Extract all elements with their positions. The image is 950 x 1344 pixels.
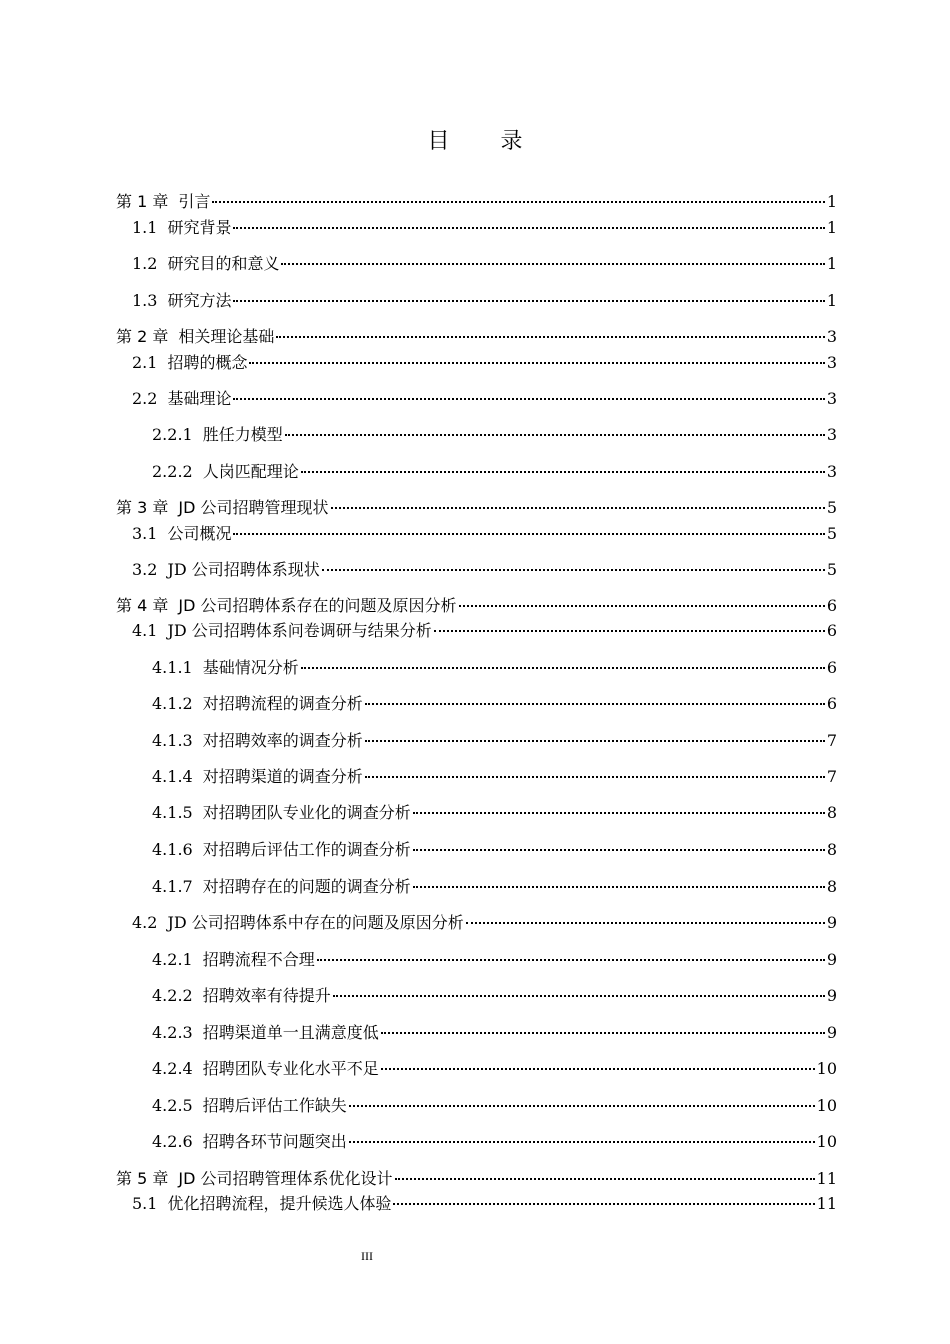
toc-dot-leader bbox=[459, 605, 825, 607]
toc-entry-title bbox=[132, 252, 279, 276]
toc-entry-number: 4.1.6 bbox=[152, 840, 193, 859]
toc-dot-leader bbox=[365, 776, 825, 778]
toc-entry-title bbox=[152, 838, 411, 862]
toc-entry[interactable] bbox=[116, 1094, 837, 1118]
toc-entry-number: 2.2 bbox=[132, 389, 158, 408]
toc-entry-number: 4.1.5 bbox=[152, 803, 193, 822]
toc-entry-page: 6 bbox=[826, 621, 837, 640]
toc-entry-page: 6 bbox=[826, 694, 837, 713]
toc-entry[interactable] bbox=[116, 619, 837, 643]
toc-entry-number: 4.2.5 bbox=[152, 1096, 193, 1115]
toc-entry-page: 3 bbox=[826, 425, 837, 444]
toc-entry-label: JD 公司招聘管理现状 bbox=[178, 498, 329, 517]
toc-dot-leader bbox=[301, 667, 825, 669]
toc-entry[interactable] bbox=[116, 496, 837, 520]
toc-entry-number: 1.3 bbox=[132, 291, 158, 310]
toc-entry-label: 招聘流程不合理 bbox=[202, 950, 315, 969]
toc-entry-number: 1.2 bbox=[132, 254, 158, 273]
toc-entry-title bbox=[132, 216, 231, 240]
toc-entry-page: 5 bbox=[826, 498, 837, 517]
toc-entry-label: JD 公司招聘体系现状 bbox=[167, 560, 320, 579]
toc-dot-leader bbox=[212, 201, 824, 203]
toc-entry-page: 9 bbox=[826, 1023, 837, 1042]
toc-dot-leader bbox=[233, 227, 824, 229]
toc-entry[interactable] bbox=[116, 838, 837, 862]
toc-entry-page: 8 bbox=[826, 877, 837, 896]
toc-dot-leader bbox=[413, 812, 825, 814]
toc-entry[interactable] bbox=[116, 558, 837, 582]
toc-entry-label: 相关理论基础 bbox=[178, 327, 275, 346]
toc-entry-title bbox=[152, 875, 411, 899]
toc-entry-title bbox=[116, 325, 274, 349]
toc-entry-number: 第 4 章 bbox=[116, 596, 169, 615]
toc-entry-label: 对招聘存在的问题的调查分析 bbox=[202, 877, 411, 896]
toc-entry-page: 8 bbox=[826, 803, 837, 822]
toc-entry-label: JD 公司招聘体系中存在的问题及原因分析 bbox=[167, 913, 464, 932]
toc-entry[interactable] bbox=[116, 325, 837, 349]
toc-entry[interactable] bbox=[116, 252, 837, 276]
toc-entry[interactable] bbox=[116, 729, 837, 753]
toc-entry-label: 研究背景 bbox=[167, 218, 232, 237]
toc-entry-label: 招聘效率有待提升 bbox=[202, 986, 331, 1005]
toc-entry-title bbox=[152, 801, 411, 825]
toc-dot-leader bbox=[365, 703, 825, 705]
toc-dot-leader bbox=[381, 1068, 815, 1070]
page-title: 目 录 bbox=[427, 129, 545, 154]
toc-entry-title bbox=[132, 289, 231, 313]
toc-entry[interactable] bbox=[116, 692, 837, 716]
toc-entry-title bbox=[132, 1192, 391, 1216]
toc-entry-page: 3 bbox=[826, 353, 837, 372]
toc-entry-number: 第 3 章 bbox=[116, 498, 169, 517]
toc-entry-title bbox=[132, 522, 231, 546]
toc-entry-title bbox=[152, 656, 299, 680]
toc-entry-number: 第 1 章 bbox=[116, 192, 169, 211]
toc-dot-leader bbox=[233, 300, 824, 302]
toc-entry-number: 5.1 bbox=[132, 1194, 158, 1213]
toc-entry-page: 3 bbox=[826, 389, 837, 408]
toc-entry-page: 10 bbox=[816, 1096, 837, 1115]
toc-entry[interactable] bbox=[116, 289, 837, 313]
toc-entry[interactable] bbox=[116, 1057, 837, 1081]
toc-entry[interactable] bbox=[116, 460, 837, 484]
toc-entry-page: 6 bbox=[826, 658, 837, 677]
toc-entry-label: 胜任力模型 bbox=[202, 425, 283, 444]
toc-entry-label: 研究目的和意义 bbox=[167, 254, 280, 273]
toc-entry-number: 2.1 bbox=[132, 353, 158, 372]
toc-entry[interactable] bbox=[116, 1130, 837, 1154]
toc-entry-page: 11 bbox=[816, 1169, 837, 1188]
toc-entry-label: JD 公司招聘体系问卷调研与结果分析 bbox=[167, 621, 432, 640]
toc-entry-number: 2.2.1 bbox=[152, 425, 193, 444]
toc-entry-title bbox=[132, 387, 231, 411]
toc-entry-number: 4.1.2 bbox=[152, 694, 193, 713]
toc-entry-title bbox=[116, 190, 210, 214]
toc-entry[interactable] bbox=[116, 351, 837, 375]
toc-entry-label: 招聘的概念 bbox=[167, 353, 248, 372]
toc-dot-leader bbox=[434, 630, 825, 632]
toc-dot-leader bbox=[276, 336, 824, 338]
toc-entry-title bbox=[132, 351, 247, 375]
toc-entry-label: 对招聘流程的调查分析 bbox=[202, 694, 363, 713]
toc-entry-page: 1 bbox=[826, 254, 837, 273]
toc-dot-leader bbox=[333, 995, 825, 997]
toc-dot-leader bbox=[322, 569, 825, 571]
toc-dot-leader bbox=[349, 1105, 815, 1107]
toc-entry[interactable] bbox=[116, 1021, 837, 1045]
toc-entry-label: 基础理论 bbox=[167, 389, 232, 408]
toc-entry[interactable] bbox=[116, 1192, 837, 1216]
toc-dot-leader bbox=[233, 398, 824, 400]
toc-entry-label: 招聘渠道单一且满意度低 bbox=[202, 1023, 379, 1042]
toc-entry-page: 9 bbox=[826, 986, 837, 1005]
toc-entry-label: 优化招聘流程，提升候选人体验 bbox=[167, 1194, 392, 1213]
toc-entry-title bbox=[132, 619, 432, 643]
toc-entry-page: 3 bbox=[826, 327, 837, 346]
toc-entry-title bbox=[152, 1021, 379, 1045]
toc-entry-page: 5 bbox=[826, 524, 837, 543]
toc-entry[interactable] bbox=[116, 423, 837, 447]
toc-entry-title bbox=[132, 911, 464, 935]
toc-dot-leader bbox=[233, 533, 824, 535]
toc-entry[interactable] bbox=[116, 216, 837, 240]
toc-entry-number: 4.2 bbox=[132, 913, 158, 932]
toc-entry-number: 第 5 章 bbox=[116, 1169, 169, 1188]
toc-entry-title bbox=[132, 558, 320, 582]
toc-dot-leader bbox=[381, 1032, 825, 1034]
toc-entry[interactable] bbox=[116, 522, 837, 546]
toc-entry-number: 4.1.7 bbox=[152, 877, 193, 896]
toc-entry-label: 对招聘后评估工作的调查分析 bbox=[202, 840, 411, 859]
toc-entry-title bbox=[152, 423, 283, 447]
toc-entry-number: 第 2 章 bbox=[116, 327, 169, 346]
toc-entry-label: 引言 bbox=[178, 192, 211, 211]
toc-entry-number: 4.2.1 bbox=[152, 950, 193, 969]
toc-dot-leader bbox=[249, 362, 824, 364]
toc-entry-number: 4.2.2 bbox=[152, 986, 193, 1005]
toc-entry-title bbox=[116, 1167, 393, 1191]
toc-entry-label: 招聘团队专业化水平不足 bbox=[202, 1059, 379, 1078]
toc-entry-title bbox=[152, 984, 331, 1008]
toc-dot-leader bbox=[413, 886, 825, 888]
toc-entry-page: 10 bbox=[816, 1059, 837, 1078]
toc-entry-page: 10 bbox=[816, 1132, 837, 1151]
toc-entry-number: 4.1.4 bbox=[152, 767, 193, 786]
toc-entry-label: 研究方法 bbox=[167, 291, 232, 310]
toc-entry-number: 2.2.2 bbox=[152, 462, 193, 481]
toc-entry[interactable] bbox=[116, 656, 837, 680]
toc-entry[interactable] bbox=[116, 765, 837, 789]
toc-entry-label: 对招聘团队专业化的调查分析 bbox=[202, 803, 411, 822]
toc-entry-number: 1.1 bbox=[132, 218, 158, 237]
toc-entry-title bbox=[152, 765, 363, 789]
toc-entry-title bbox=[152, 1057, 379, 1081]
toc-entry-label: 公司概况 bbox=[167, 524, 232, 543]
toc-entry-number: 4.1 bbox=[132, 621, 158, 640]
toc-entry-number: 3.1 bbox=[132, 524, 158, 543]
toc-dot-leader bbox=[395, 1178, 815, 1180]
toc-entry-label: 人岗匹配理论 bbox=[202, 462, 299, 481]
toc-entry-title bbox=[116, 496, 329, 520]
toc-entry-page: 5 bbox=[826, 560, 837, 579]
toc-entry-page: 3 bbox=[826, 462, 837, 481]
toc-entry-title bbox=[152, 948, 315, 972]
toc-entry-label: JD 公司招聘体系存在的问题及原因分析 bbox=[178, 596, 457, 615]
toc-dot-leader bbox=[331, 507, 825, 509]
toc-entry[interactable] bbox=[116, 948, 837, 972]
toc-entry-page: 1 bbox=[826, 192, 837, 211]
toc-entry-page: 1 bbox=[826, 218, 837, 237]
toc-entry-number: 4.1.3 bbox=[152, 731, 193, 750]
toc-entry-title bbox=[152, 460, 299, 484]
toc-entry-page: 1 bbox=[826, 291, 837, 310]
toc-entry-label: 对招聘效率的调查分析 bbox=[202, 731, 363, 750]
toc-entry[interactable] bbox=[116, 387, 837, 411]
toc-dot-leader bbox=[349, 1141, 815, 1143]
toc-dot-leader bbox=[365, 740, 825, 742]
toc-entry-number: 4.2.6 bbox=[152, 1132, 193, 1151]
toc-entry[interactable] bbox=[116, 801, 837, 825]
toc-entry-page: 6 bbox=[826, 596, 837, 615]
toc-entry-page: 9 bbox=[826, 950, 837, 969]
toc-entry-page: 11 bbox=[816, 1194, 837, 1213]
toc-entry-label: 对招聘渠道的调查分析 bbox=[202, 767, 363, 786]
toc-entry-number: 3.2 bbox=[132, 560, 158, 579]
toc-entry[interactable] bbox=[116, 594, 837, 618]
toc-dot-leader bbox=[317, 959, 825, 961]
toc-entry-title bbox=[152, 1130, 347, 1154]
toc-entry[interactable] bbox=[116, 911, 837, 935]
toc-dot-leader bbox=[393, 1203, 814, 1205]
toc-entry-page: 7 bbox=[826, 731, 837, 750]
toc-entry-page: 7 bbox=[826, 767, 837, 786]
toc-dot-leader bbox=[281, 263, 824, 265]
toc-entry-number: 4.2.3 bbox=[152, 1023, 193, 1042]
toc-entry-number: 4.1.1 bbox=[152, 658, 193, 677]
toc-entry-label: 基础情况分析 bbox=[202, 658, 299, 677]
toc-entry-number: 4.2.4 bbox=[152, 1059, 193, 1078]
toc-entry[interactable] bbox=[116, 1167, 837, 1191]
toc-dot-leader bbox=[285, 434, 825, 436]
toc-dot-leader bbox=[301, 471, 825, 473]
toc-entry-label: JD 公司招聘管理体系优化设计 bbox=[178, 1169, 393, 1188]
toc-dot-leader bbox=[413, 849, 825, 851]
toc-entry-title bbox=[152, 729, 363, 753]
toc-entry-title bbox=[152, 692, 363, 716]
toc-entry[interactable] bbox=[116, 875, 837, 899]
toc-entry-page: 9 bbox=[826, 913, 837, 932]
toc-entry[interactable] bbox=[116, 190, 837, 214]
toc-dot-leader bbox=[466, 922, 825, 924]
page-number: III bbox=[361, 1249, 373, 1263]
toc-entry-title bbox=[152, 1094, 347, 1118]
toc-entry-label: 招聘各环节问题突出 bbox=[202, 1132, 347, 1151]
toc-entry-label: 招聘后评估工作缺失 bbox=[202, 1096, 347, 1115]
toc-entry-page: 8 bbox=[826, 840, 837, 859]
toc-entry-title bbox=[116, 594, 457, 618]
toc-entry[interactable] bbox=[116, 984, 837, 1008]
